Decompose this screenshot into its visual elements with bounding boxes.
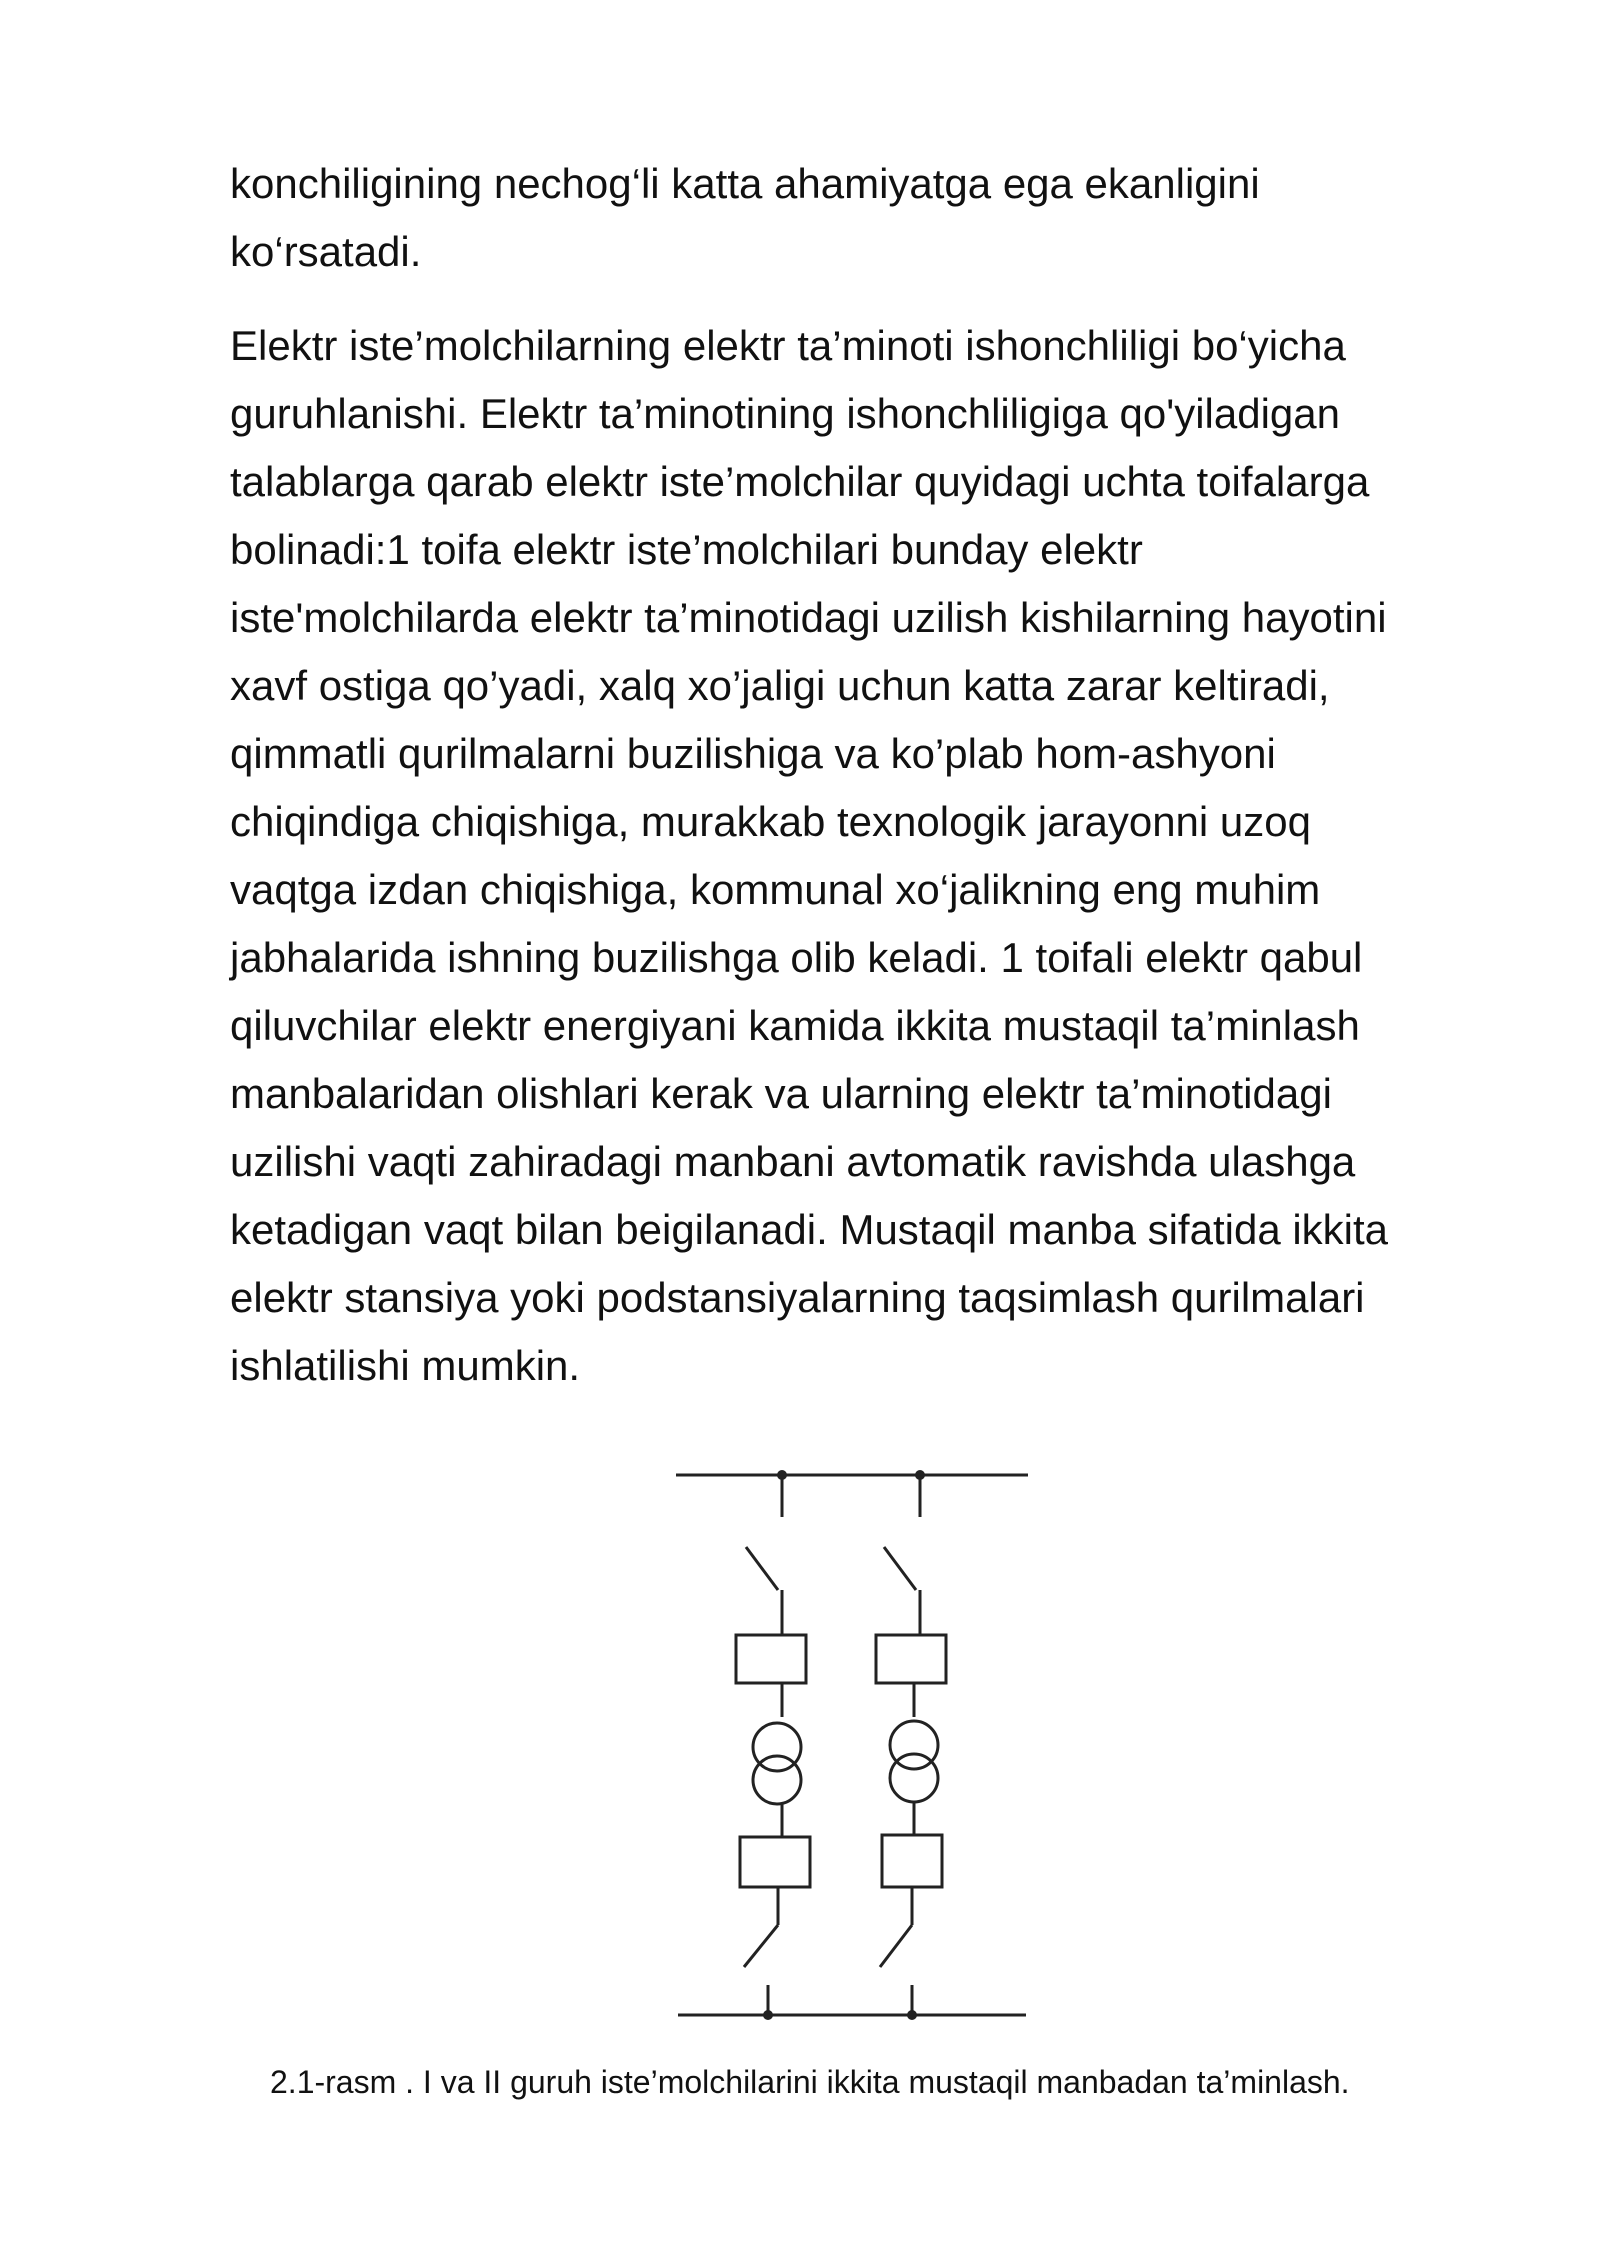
text-line: uzilishi vaqti zahiradagi manbani avtomatik ravishda ulashga (230, 1138, 1356, 1185)
text-line: ishlatilishi mumkin. (230, 1342, 581, 1389)
text-line: qiluvchilar elektr energiyani kamida ikkita mustaqil ta’minlash (230, 1002, 1360, 1049)
text-line: iste'molchilarda elektr ta’minotidagi uzilish kishilarning hayotini (230, 594, 1387, 641)
text-line: qimmatli qurilmalarni buzilishiga va ko’plab hom-ashyoni (230, 730, 1276, 777)
text-line: talablarga qarab elektr iste’molchilar quyidagi uchta toifalarga (230, 458, 1370, 505)
text-line: konchiligining nechog‘li katta ahamiyatga ega ekanligini (230, 160, 1260, 207)
text-line: xavf ostiga qo’yadi, xalq xo’jaligi uchun katta zarar keltiradi, (230, 662, 1330, 709)
text-line: Elektr iste’molchilarning elektr ta’minoti ishonchliligi bo‘yicha (230, 322, 1346, 369)
text-line: manbalaridan olishlari kerak va ularning elektr ta’minotidagi (230, 1070, 1332, 1117)
paragraph-continuation (230, 150, 1510, 286)
text-line: guruhlanishi. Elektr ta’minotining ishonchliligiga qo'yiladigan (230, 390, 1341, 437)
transformer-right-winding-2 (890, 1754, 938, 1802)
figure-caption: 2.1-rasm . I va II guruh iste’molchilarini ikkita mustaqil manbadan ta’minlash. (270, 2064, 1350, 2100)
text-line: elektr stansiya yoki podstansiyalarning taqsimlash qurilmalari (230, 1274, 1365, 1321)
text-line: vaqtga izdan chiqishiga, kommunal xo‘jalikning eng muhim (230, 866, 1321, 913)
text-line: bolinadi:1 toifa elektr iste’molchilari bunday elektr (230, 526, 1143, 573)
branch-right (876, 1475, 946, 2015)
branch-left (736, 1475, 810, 2015)
text-line: ketadigan vaqt bilan beigilanadi. Mustaqil manba sifatida ikkita (230, 1206, 1389, 1253)
disconnector-right-top (884, 1547, 916, 1590)
breaker-right-top (876, 1635, 946, 1683)
power-supply-schematic (660, 1455, 1060, 2035)
disconnector-left-top (746, 1547, 778, 1590)
bottom-bus-node-left (763, 2010, 773, 2020)
breaker-left-top (736, 1635, 806, 1683)
breaker-left-bottom (740, 1837, 810, 1887)
disconnector-right-bottom (880, 1925, 912, 1967)
breaker-right-bottom (882, 1835, 942, 1887)
text-line: chiqindiga chiqishiga, murakkab texnologik jarayonni uzoq (230, 798, 1311, 845)
bottom-bus-node-right (907, 2010, 917, 2020)
text-line: ko‘rsatadi. (230, 228, 422, 275)
paragraph-consumer-groups (230, 312, 1510, 1400)
transformer-left-winding-2 (753, 1756, 801, 1804)
text-line: jabhalarida ishning buzilishga olib keladi. 1 toifali elektr qabul (230, 934, 1363, 981)
disconnector-left-bottom (744, 1925, 778, 1967)
